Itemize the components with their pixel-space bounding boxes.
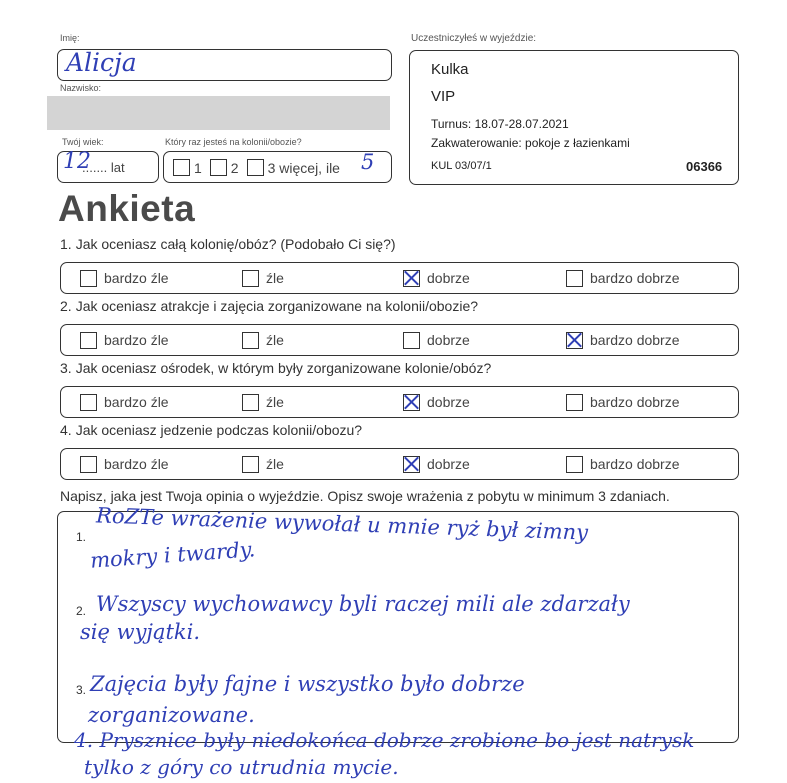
- answer-checkbox[interactable]: [80, 456, 97, 473]
- answer-option-label: bardzo źle: [104, 394, 169, 410]
- answer-checkbox[interactable]: [242, 332, 259, 349]
- answer-options-box: [60, 386, 739, 418]
- answer-option[interactable]: [403, 325, 470, 355]
- answer-option[interactable]: [403, 449, 470, 479]
- answer-option[interactable]: [403, 263, 470, 293]
- answer-option-label: źle: [266, 456, 284, 472]
- answer-option[interactable]: [242, 449, 284, 479]
- question-label: Jak oceniasz jedzenie podczas kolonii/obozu?: [75, 422, 363, 438]
- question-text: [60, 360, 491, 376]
- answer-option-label: dobrze: [427, 270, 470, 286]
- essay-line: Wszyscy wychowawcy byli raczej mili ale zdarzały: [96, 592, 630, 616]
- essay-prompt: Napisz, jaka jest Twoja opinia o wyjeździe. Opisz swoje wrażenia z pobytu w minimum 3 zdaniach.: [60, 488, 670, 504]
- answer-option-label: źle: [266, 332, 284, 348]
- answer-checkbox[interactable]: [80, 394, 97, 411]
- answer-checkbox[interactable]: [566, 456, 583, 473]
- answer-option-label: bardzo źle: [104, 332, 169, 348]
- answer-option-label: dobrze: [427, 456, 470, 472]
- answer-option-label: dobrze: [427, 332, 470, 348]
- answer-option[interactable]: [242, 263, 284, 293]
- question-label: Jak oceniasz atrakcje i zajęcia zorganizowane na kolonii/obozie?: [75, 298, 479, 314]
- question-number: 3.: [60, 360, 72, 376]
- answer-options-box: [60, 448, 739, 480]
- question-text: [60, 236, 396, 252]
- answer-option[interactable]: [566, 263, 680, 293]
- trip-code: KUL 03/07/1: [431, 160, 492, 172]
- answer-checkbox[interactable]: [80, 332, 97, 349]
- trip-number: 06366: [686, 159, 723, 174]
- essay-number-2: 2.: [76, 604, 87, 618]
- answer-option-label: bardzo dobrze: [590, 456, 680, 472]
- answer-option-label: bardzo dobrze: [590, 394, 680, 410]
- trip-box: [409, 50, 739, 185]
- answer-option[interactable]: [403, 387, 470, 417]
- question-number: 1.: [60, 236, 72, 252]
- answer-option-label: bardzo dobrze: [590, 332, 680, 348]
- answer-checkbox[interactable]: [242, 456, 259, 473]
- survey-title: Ankieta: [58, 188, 196, 229]
- age-suffix: ....... lat: [82, 160, 125, 175]
- essay-line: tylko z góry co utrudnia mycie.: [84, 755, 399, 779]
- answer-option[interactable]: [566, 387, 680, 417]
- answer-checkbox[interactable]: [403, 270, 420, 287]
- answer-options-box: [60, 262, 739, 294]
- times-checkbox-1[interactable]: [173, 159, 190, 176]
- age-field[interactable]: [57, 151, 159, 183]
- answer-options-box: [60, 324, 739, 356]
- essay-number-1: 1.: [76, 530, 87, 544]
- answer-checkbox[interactable]: [566, 332, 583, 349]
- answer-checkbox[interactable]: [242, 270, 259, 287]
- trip-name: Kulka: [431, 61, 469, 78]
- answer-option-label: źle: [266, 394, 284, 410]
- name-label: Imię:: [60, 33, 80, 43]
- participant-label: Uczestniczyłeś w wyjeździe:: [411, 33, 537, 44]
- trip-type: VIP: [431, 88, 456, 105]
- question-number: 2.: [60, 298, 72, 314]
- times-option-3: 3 więcej, ile: [267, 159, 340, 176]
- question-text: [60, 422, 362, 438]
- answer-option[interactable]: [80, 449, 169, 479]
- surname-redacted: [47, 96, 390, 130]
- name-value: Alicja: [66, 48, 137, 77]
- answer-checkbox[interactable]: [80, 270, 97, 287]
- question-label: Jak oceniasz ośrodek, w którym były zorganizowane kolonie/obóz?: [75, 360, 492, 376]
- times-label: Który raz jesteś na kolonii/obozie?: [165, 137, 302, 147]
- answer-option-label: bardzo źle: [104, 270, 169, 286]
- trip-turnus: Turnus: 18.07-28.07.2021: [431, 117, 569, 131]
- essay-line: Zajęcia były fajne i wszystko było dobrze: [90, 672, 525, 696]
- answer-checkbox[interactable]: [242, 394, 259, 411]
- essay-line: 4. Prysznice były niedokońca dobrze zrobione bo jest natrysk: [74, 728, 695, 752]
- times-field[interactable]: [163, 151, 392, 183]
- age-label: Twój wiek:: [62, 137, 104, 147]
- answer-checkbox[interactable]: [403, 332, 420, 349]
- essay-line: zorganizowane.: [88, 703, 255, 727]
- trip-accommodation: Zakwaterowanie: pokoje z łazienkami: [431, 136, 630, 150]
- times-option-2: 2: [230, 159, 239, 176]
- answer-option-label: bardzo dobrze: [590, 270, 680, 286]
- times-option-1: 1: [194, 159, 202, 176]
- essay-line: RoZTe wrażenie wywołał u mnie ryż był zimny: [95, 503, 589, 545]
- name-field[interactable]: [57, 49, 392, 81]
- question-number: 4.: [60, 422, 72, 438]
- answer-option[interactable]: [566, 325, 680, 355]
- essay-number-3: 3.: [76, 683, 87, 697]
- surname-label: Nazwisko:: [60, 83, 102, 93]
- age-value: 12: [63, 149, 91, 174]
- times-checkbox-2[interactable]: [210, 159, 227, 176]
- answer-option[interactable]: [242, 387, 284, 417]
- answer-option[interactable]: [242, 325, 284, 355]
- question-label: Jak oceniasz całą kolonię/obóz? (Podobało Ci się?): [75, 236, 396, 252]
- answer-checkbox[interactable]: [403, 394, 420, 411]
- answer-option[interactable]: [80, 387, 169, 417]
- answer-option-label: źle: [266, 270, 284, 286]
- essay-line: się wyjątki.: [80, 620, 201, 644]
- answer-option-label: dobrze: [427, 394, 470, 410]
- answer-option[interactable]: [80, 325, 169, 355]
- answer-option[interactable]: [566, 449, 680, 479]
- answer-option[interactable]: [80, 263, 169, 293]
- answer-checkbox[interactable]: [566, 270, 583, 287]
- times-checkbox-3[interactable]: [247, 159, 264, 176]
- question-text: [60, 298, 478, 314]
- answer-option-label: bardzo źle: [104, 456, 169, 472]
- essay-line: mokry i twardy.: [89, 537, 257, 573]
- answer-checkbox[interactable]: [403, 456, 420, 473]
- answer-checkbox[interactable]: [566, 394, 583, 411]
- times-value: 5: [361, 150, 375, 174]
